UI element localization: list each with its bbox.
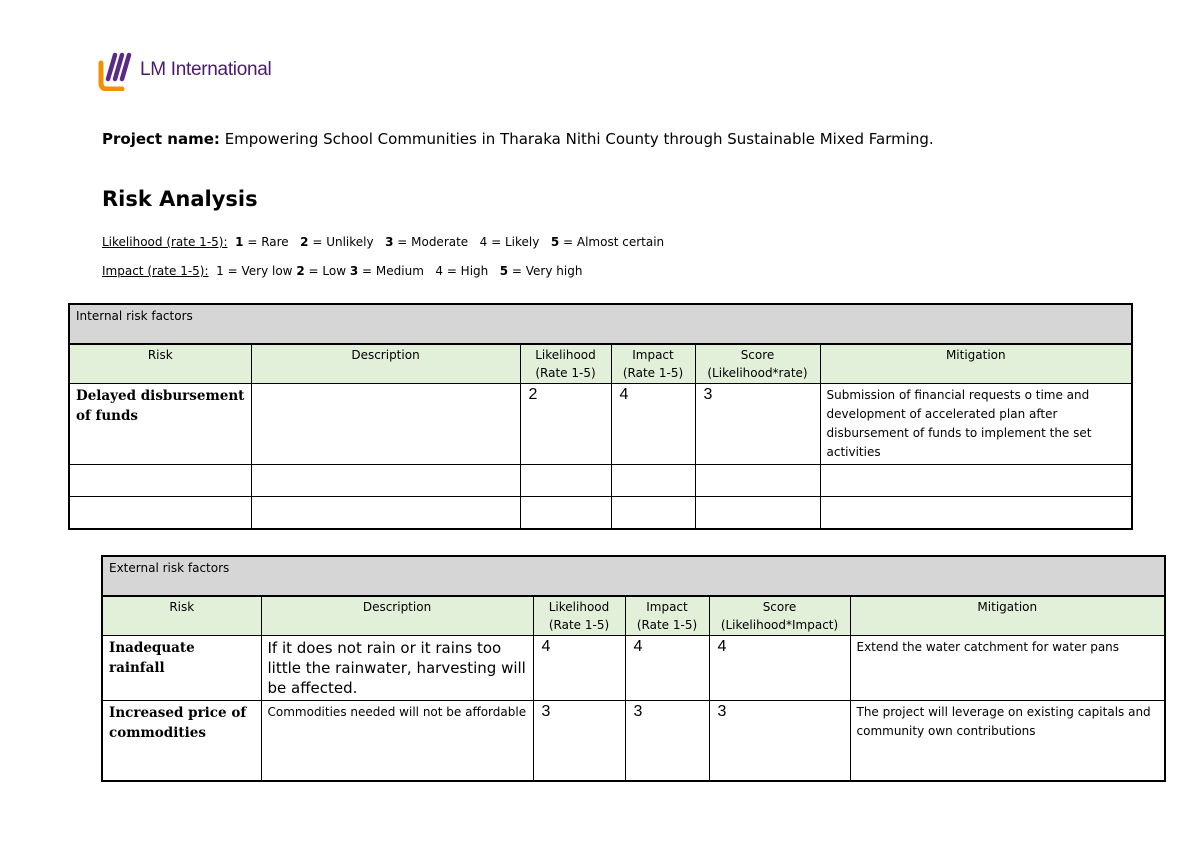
likelihood-legend-label: Likelihood (rate 1-5): — [102, 235, 228, 249]
table-row — [69, 384, 1132, 465]
external-section-title: External risk factors — [102, 556, 1165, 596]
description-cell: If it does not rain or it rains too little the rainwater, harvesting will be affected. — [261, 636, 533, 701]
likelihood-cell: 2 — [520, 384, 611, 465]
risk-cell: Delayed disbursement of funds — [69, 384, 251, 465]
header-score-line2: (Likelihood*rate) — [707, 366, 808, 380]
score-cell: 4 — [709, 636, 850, 701]
empty-cell — [520, 497, 611, 529]
header-impact-line2: (Rate 1-5) — [622, 366, 684, 380]
table-row — [102, 636, 1165, 701]
project-value: Empowering School Communities in Tharaka Nithi County through Sustainable Mixed Farming. — [224, 130, 934, 148]
legend-num: 3 — [385, 235, 394, 249]
external-risk-table — [101, 555, 1166, 782]
legend-text: = High — [446, 264, 489, 278]
empty-cell — [69, 497, 251, 529]
header-risk: Risk — [102, 596, 261, 636]
header-likelihood — [533, 596, 625, 636]
header-description: Description — [261, 596, 533, 636]
empty-cell — [611, 465, 695, 497]
impact-cell: 3 — [625, 701, 709, 781]
legend-num: 2 — [300, 235, 309, 249]
legend-text: = Very high — [511, 264, 583, 278]
risk-cell: Increased price of commodities — [102, 701, 261, 781]
header-impact-line1: Impact — [646, 600, 688, 614]
header-description: Description — [251, 344, 520, 384]
legend-num: 1 — [216, 264, 224, 278]
risk-cell: Inadequate rainfall — [102, 636, 261, 701]
header-likelihood-line2: (Rate 1-5) — [535, 366, 596, 380]
description-cell: Commodities needed will not be affordable — [261, 701, 533, 781]
score-cell: 3 — [695, 384, 820, 465]
legend-num: 5 — [550, 235, 560, 249]
header-mitigation: Mitigation — [820, 344, 1132, 384]
description-cell — [251, 384, 520, 465]
header-score — [709, 596, 850, 636]
internal-risk-table — [68, 303, 1133, 530]
legend-num: 2 — [296, 264, 305, 278]
legend-text: = Low — [308, 264, 347, 278]
legend-text: = Likely — [491, 235, 540, 249]
empty-cell — [251, 497, 520, 529]
legend-num: 1 — [235, 235, 244, 249]
header-impact — [625, 596, 709, 636]
header-likelihood-line1: Likelihood — [535, 348, 596, 362]
header-score-line1: Score — [762, 600, 797, 614]
header-score-line2: (Likelihood*Impact) — [720, 618, 839, 632]
impact-legend — [102, 264, 582, 278]
legend-num: 4 — [435, 264, 443, 278]
empty-cell — [251, 465, 520, 497]
legend-text: = Moderate — [397, 235, 469, 249]
empty-cell — [695, 465, 820, 497]
impact-cell: 4 — [611, 384, 695, 465]
mitigation-cell: The project will leverage on existing capitals and community own contributions — [850, 701, 1165, 781]
legend-num: 4 — [479, 235, 488, 249]
likelihood-legend — [102, 235, 664, 249]
legend-num: 3 — [349, 264, 359, 278]
empty-cell — [695, 497, 820, 529]
likelihood-cell: 4 — [533, 636, 625, 701]
legend-text: = Medium — [362, 264, 424, 278]
impact-legend-label: Impact (rate 1-5): — [102, 264, 209, 278]
empty-cell — [820, 465, 1132, 497]
project-label: Project name: — [102, 130, 220, 148]
legend-text: = Almost certain — [563, 235, 665, 249]
header-likelihood — [520, 344, 611, 384]
header-likelihood-line2: (Rate 1-5) — [548, 618, 610, 632]
score-cell: 3 — [709, 701, 850, 781]
empty-cell — [611, 497, 695, 529]
project-name — [102, 130, 934, 148]
table-row — [102, 701, 1165, 781]
mitigation-cell: Submission of financial requests o time and development of accelerated plan after disbursement of funds to implement the set activities — [820, 384, 1132, 465]
header-score — [695, 344, 820, 384]
header-risk: Risk — [69, 344, 251, 384]
header-mitigation: Mitigation — [850, 596, 1165, 636]
mitigation-cell: Extend the water catchment for water pans — [850, 636, 1165, 701]
legend-num: 5 — [499, 264, 509, 278]
logo — [98, 48, 271, 92]
legend-text: = Rare — [247, 235, 289, 249]
table-row-empty — [69, 497, 1132, 529]
header-impact — [611, 344, 695, 384]
empty-cell — [69, 465, 251, 497]
header-score-line1: Score — [740, 348, 775, 362]
page-title: Risk Analysis — [102, 187, 258, 211]
likelihood-cell: 3 — [533, 701, 625, 781]
internal-section-title: Internal risk factors — [69, 304, 1132, 344]
header-likelihood-line1: Likelihood — [548, 600, 610, 614]
table-row-empty — [69, 465, 1132, 497]
legend-text: = Unlikely — [312, 235, 374, 249]
logo-text: LM International — [140, 59, 272, 80]
header-impact-line2: (Rate 1-5) — [636, 618, 698, 632]
empty-cell — [820, 497, 1132, 529]
lm-logo-icon — [98, 49, 134, 91]
header-impact-line1: Impact — [632, 348, 674, 362]
empty-cell — [520, 465, 611, 497]
impact-cell: 4 — [625, 636, 709, 701]
legend-text: = Very low — [227, 264, 293, 278]
